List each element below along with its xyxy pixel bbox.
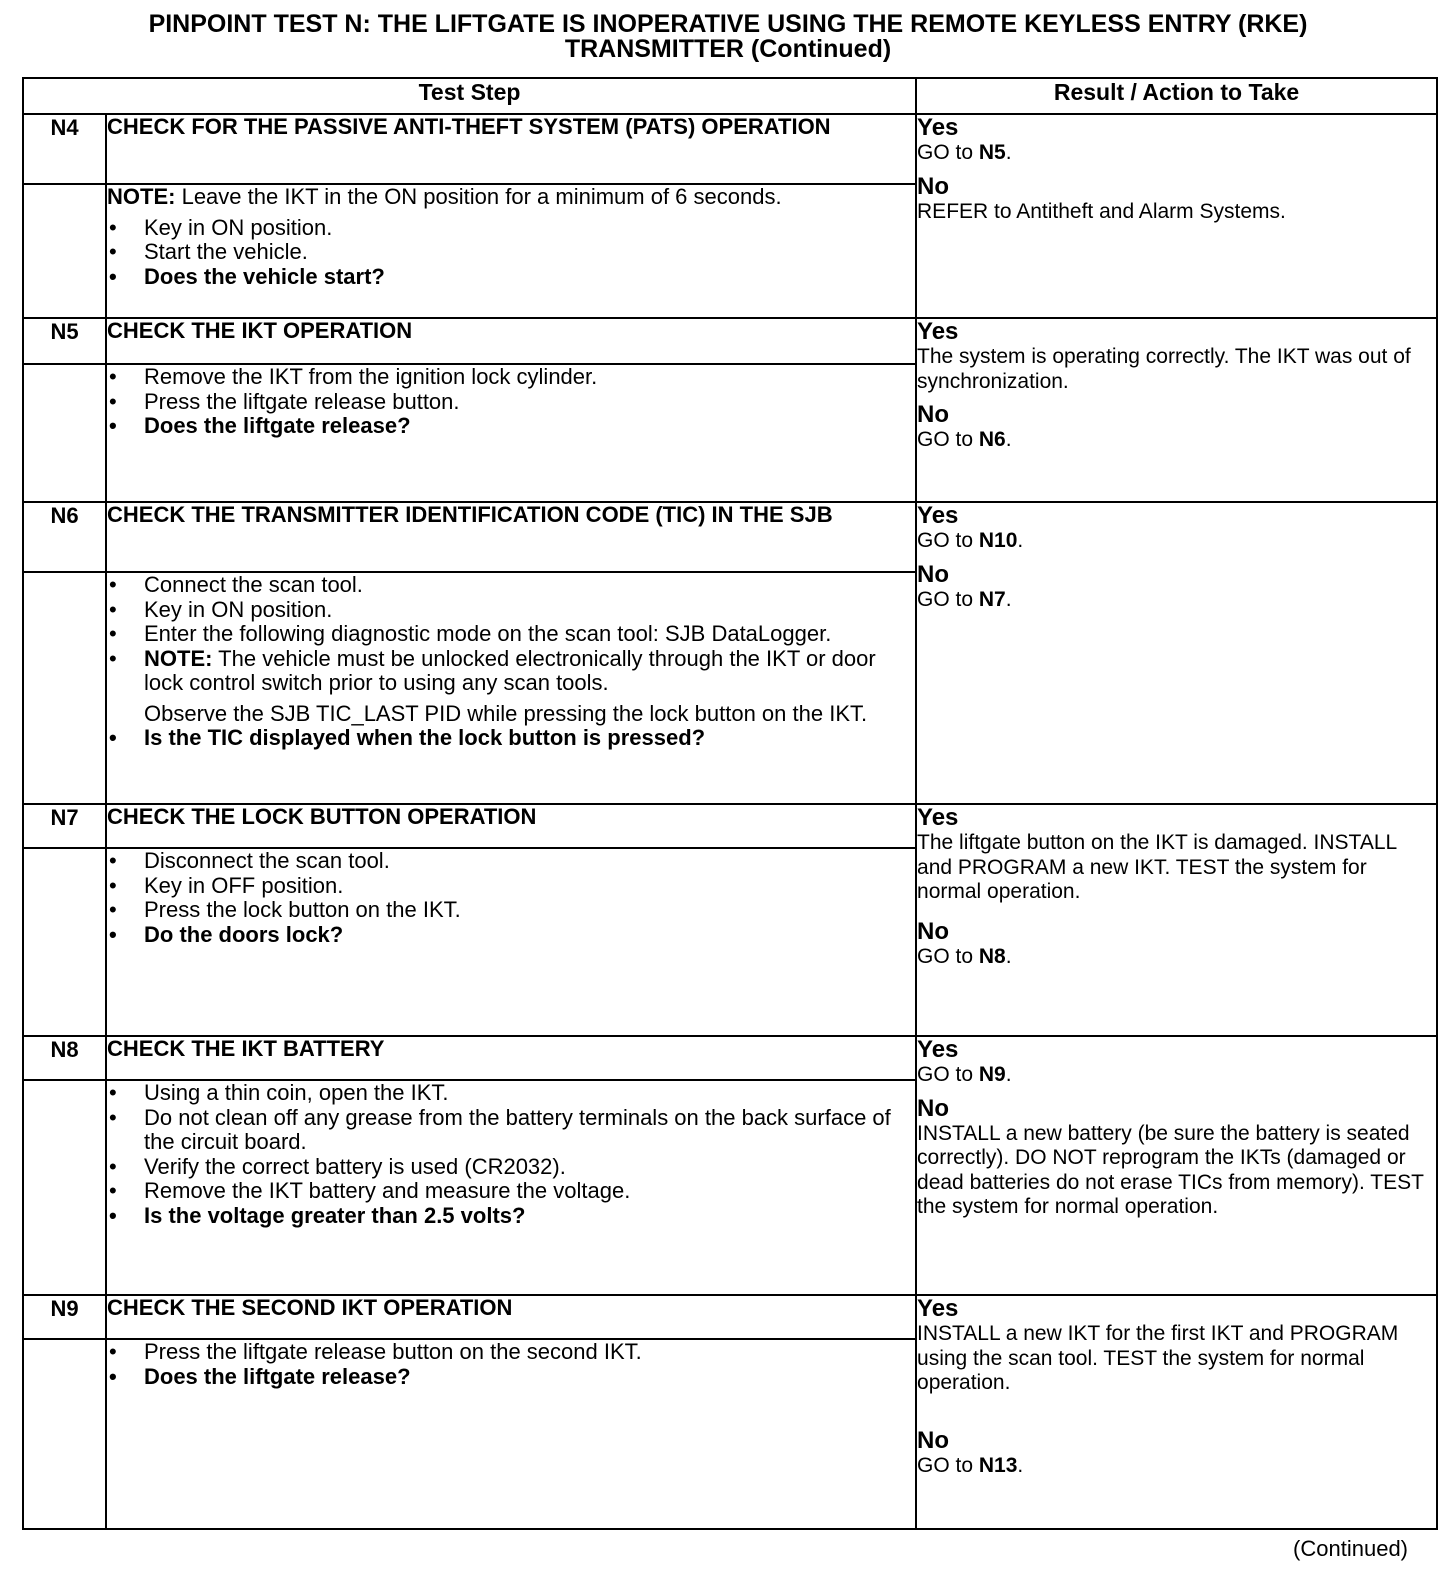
step-heading: CHECK THE SECOND IKT OPERATION	[106, 1295, 916, 1339]
list-item-question: • Does the liftgate release?	[107, 414, 915, 439]
list-item: • Connect the scan tool.	[107, 573, 915, 598]
yes-label: Yes	[917, 1295, 959, 1322]
list-item: • Start the vehicle.	[107, 240, 915, 265]
yes-action: GO to N9.	[917, 1063, 1012, 1086]
list-item: • Verify the correct battery is used (CR2032).	[107, 1155, 915, 1180]
step-number: N5	[23, 318, 106, 364]
step-heading: CHECK THE LOCK BUTTON OPERATION	[106, 804, 916, 848]
step-n7-result	[916, 804, 1437, 1036]
note: NOTE: Leave the IKT in the ON position for a minimum of 6 seconds.	[107, 184, 782, 209]
step-n6-heading-row	[23, 502, 1437, 572]
continued-label: (Continued)	[1293, 1536, 1408, 1561]
list-item-observe: Observe the SJB TIC_LAST PID while pressing the lock button on the IKT.	[144, 700, 868, 726]
yes-label: Yes	[917, 804, 959, 831]
step-n6-result	[916, 502, 1437, 804]
no-label: No	[917, 172, 950, 200]
step-heading: CHECK THE IKT BATTERY	[106, 1036, 916, 1080]
list-item: • Do not clean off any grease from the battery terminals on the back surface of the circuit board.	[107, 1106, 915, 1155]
yes-action: The liftgate button on the IKT is damaged. INSTALL and PROGRAM a new IKT. TEST the system for normal operation.	[917, 831, 1397, 903]
list-item-question: • Does the liftgate release?	[107, 1365, 915, 1390]
step-body	[106, 572, 916, 804]
step-body	[106, 848, 916, 1036]
step-n9-result	[916, 1295, 1437, 1529]
list-item: • Disconnect the scan tool.	[107, 849, 915, 874]
yes-action: GO to N10.	[917, 529, 1024, 552]
yes-label: Yes	[917, 502, 959, 529]
list-item-question: • Is the TIC displayed when the lock button is pressed?	[107, 726, 915, 751]
step-n9-heading-row	[23, 1295, 1437, 1339]
step-n8-heading-row	[23, 1036, 1437, 1080]
title-line-1: PINPOINT TEST N: THE LIFTGATE IS INOPERATIVE USING THE REMOTE KEYLESS ENTRY (RKE)	[148, 10, 1308, 38]
step-body	[106, 1080, 916, 1295]
title-line-2: TRANSMITTER (Continued)	[564, 35, 892, 63]
step-n4-result	[916, 114, 1437, 318]
step-body	[106, 1339, 916, 1529]
yes-action: The system is operating correctly. The IKT was out of synchronization.	[917, 345, 1411, 393]
list-item: • Remove the IKT battery and measure the voltage.	[107, 1179, 915, 1204]
yes-action: INSTALL a new IKT for the first IKT and PROGRAM using the scan tool. TEST the system for normal operation.	[917, 1322, 1399, 1394]
step-heading: CHECK THE IKT OPERATION	[106, 318, 916, 364]
yes-label: Yes	[917, 1036, 959, 1063]
list-item-question: • Do the doors lock?	[107, 923, 915, 948]
step-number: N4	[23, 114, 106, 184]
list-item: • Enter the following diagnostic mode on the scan tool: SJB DataLogger.	[107, 622, 915, 647]
list-item-question: • Does the vehicle start?	[107, 265, 915, 290]
yes-action: GO to N5.	[917, 141, 1012, 164]
step-heading: CHECK FOR THE PASSIVE ANTI-THEFT SYSTEM (PATS) OPERATION	[106, 114, 916, 184]
no-label: No	[917, 560, 950, 588]
yes-label: Yes	[917, 318, 959, 345]
no-label: No	[917, 1426, 950, 1454]
page-title	[0, 12, 1456, 62]
list-item: • Press the liftgate release button on the second IKT.	[107, 1340, 915, 1365]
list-item: • Press the lock button on the IKT.	[107, 898, 915, 923]
list-item: • Key in ON position.	[107, 216, 915, 241]
no-label: No	[917, 917, 950, 945]
list-item: • Press the liftgate release button.	[107, 390, 915, 415]
table-header-row	[23, 78, 1437, 114]
list-item: • Key in OFF position.	[107, 874, 915, 899]
list-item: • Key in ON position.	[107, 598, 915, 623]
step-n5-result	[916, 318, 1437, 502]
list-item-question: • Is the voltage greater than 2.5 volts?	[107, 1204, 915, 1229]
no-action: INSTALL a new battery (be sure the battery is seated correctly). DO NOT reprogram the IKTs (damaged or dead batteries do not erase TICs from memory). TEST the system for normal operation.	[917, 1121, 1424, 1218]
step-number: N9	[23, 1295, 106, 1339]
step-n5-heading-row	[23, 318, 1437, 364]
list-item: • Using a thin coin, open the IKT.	[107, 1081, 915, 1106]
step-heading: CHECK THE TRANSMITTER IDENTIFICATION CODE (TIC) IN THE SJB	[106, 502, 916, 572]
no-action: GO to N6.	[917, 428, 1012, 451]
column-header-test-step: Test Step	[23, 78, 916, 114]
step-body	[106, 184, 916, 318]
pinpoint-test-table	[22, 77, 1438, 1530]
step-number: N7	[23, 804, 106, 848]
yes-label: Yes	[917, 114, 959, 141]
step-number: N8	[23, 1036, 106, 1080]
no-action: REFER to Antitheft and Alarm Systems.	[917, 199, 1286, 223]
no-action: GO to N13.	[917, 1453, 1024, 1477]
step-body	[106, 364, 916, 502]
step-n8-result	[916, 1036, 1437, 1295]
list-item-note: • NOTE: The vehicle must be unlocked electronically through the IKT or door lock control switch prior to using any scan tools.	[107, 647, 915, 696]
no-label: No	[917, 401, 950, 428]
step-n7-heading-row	[23, 804, 1437, 848]
list-item: • Remove the IKT from the ignition lock cylinder.	[107, 365, 915, 390]
no-action: GO to N7.	[917, 587, 1012, 611]
step-number: N6	[23, 502, 106, 572]
column-header-result: Result / Action to Take	[916, 78, 1437, 114]
no-action: GO to N8.	[917, 944, 1012, 968]
step-n4-heading-row	[23, 114, 1437, 184]
no-label: No	[917, 1094, 950, 1122]
